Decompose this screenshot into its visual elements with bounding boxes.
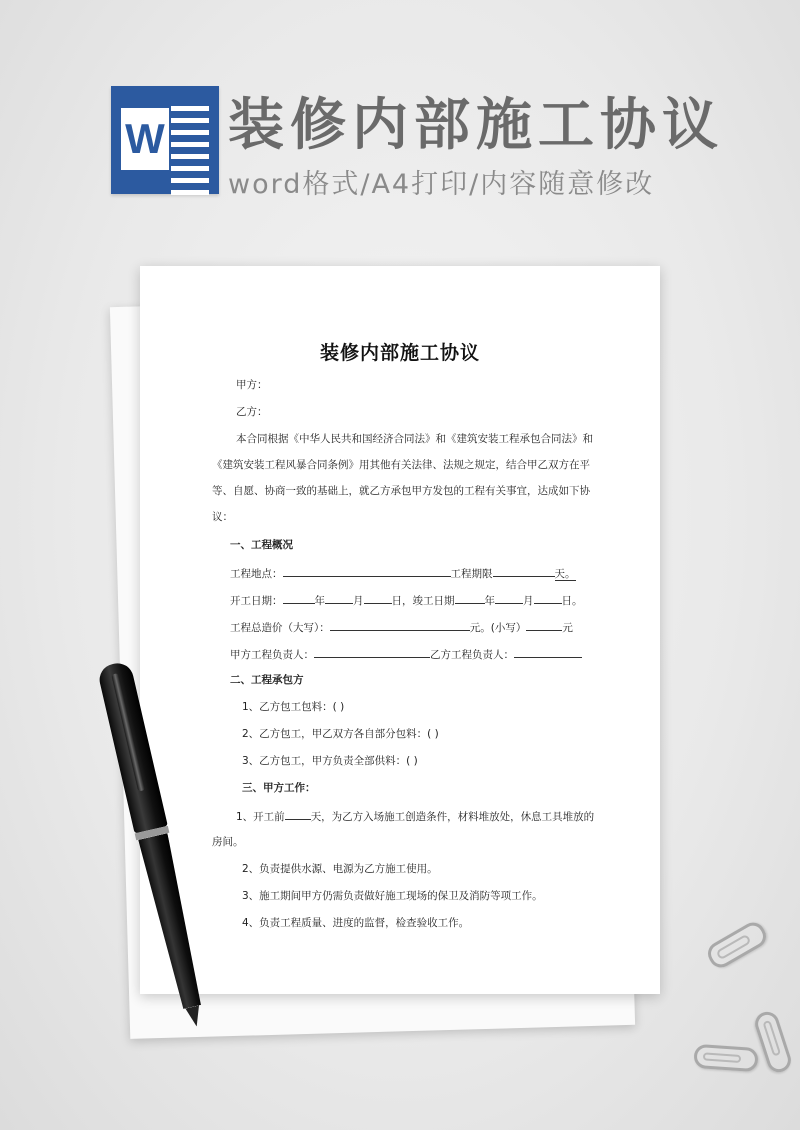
banner-title: 装修内部施工协议 (228, 93, 724, 158)
document-lines-icon (171, 106, 209, 202)
day-label-end: 日。 (561, 595, 583, 607)
section2-heading: 二、工程承包方 (230, 674, 304, 686)
section1-heading: 一、工程概况 (230, 539, 293, 551)
days-before-blank (285, 808, 311, 820)
section3-item-2: 2、负责提供水源、电源为乙方施工使用。 (242, 863, 438, 875)
period-blank (493, 565, 555, 577)
end-day-blank (534, 592, 562, 604)
period-unit: 天。 (554, 568, 576, 580)
managers-line (230, 646, 582, 662)
intro-line-2: 《建筑安装工程风暴合同条例》用其他有关法律、法规之规定，结合甲乙双方在平 (212, 459, 590, 471)
start-day-blank (364, 592, 392, 604)
word-logo-icon (111, 86, 219, 194)
start-date-label: 开工日期： (230, 595, 283, 607)
start-month-blank (325, 592, 353, 604)
cost-end-label: 元 (562, 622, 573, 634)
b-manager-blank (514, 646, 582, 658)
paperclip-icon (704, 918, 771, 972)
party-b-line: 乙方： (236, 406, 268, 418)
site-blank (283, 565, 451, 577)
paperclip-icon-3 (752, 1009, 794, 1075)
dates-line (230, 592, 583, 608)
banner-subtitle: word格式/A4打印/内容随意修改 (228, 169, 655, 200)
completion-date-label: 日，竣工日期 (391, 595, 455, 607)
intro-line-4: 议： (212, 511, 233, 523)
cost-line (230, 619, 573, 635)
section3-item-3: 3、施工期间甲方仍需负责做好施工现场的保卫及消防等项工作。 (242, 890, 543, 902)
site-line (230, 565, 576, 581)
site-label: 工程地点： (230, 568, 283, 580)
cost-capital-blank (330, 619, 470, 631)
a-manager-label: 甲方工程负责人： (230, 649, 314, 661)
cost-number-blank (526, 619, 562, 631)
section3-item-1 (236, 808, 594, 824)
document-title: 装修内部施工协议 (319, 342, 480, 364)
intro-line-3: 等、自愿、协商一致的基础上，就乙方承包甲方发包的工程有关事宜，达成如下协 (212, 485, 590, 497)
b-manager-label: 乙方工程负责人： (430, 649, 514, 661)
a-manager-blank (314, 646, 430, 658)
paperclip-icon-2 (693, 1044, 759, 1072)
word-letter: W (121, 108, 169, 170)
year-label-2: 年 (484, 595, 495, 607)
section3-heading: 三、甲方工作： (242, 782, 316, 794)
year-label: 年 (314, 595, 325, 607)
section2-item-2: 2、乙方包工，甲乙双方各自部分包料：( ) (242, 728, 439, 740)
cost-mid-label: 元。(小写） (469, 622, 527, 634)
start-year-blank (283, 592, 315, 604)
end-month-blank (495, 592, 523, 604)
section3-item-4: 4、负责工程质量、进度的监督，检查验收工作。 (242, 917, 470, 929)
section3-item-1-cont: 房间。 (212, 836, 244, 848)
month-label: 月 (353, 595, 364, 607)
section3-item-1-rest: 天，为乙方入场施工创造条件，材料堆放处，休息工具堆放的 (310, 811, 595, 823)
section3-item-1-start: 1、开工前 (236, 811, 285, 823)
period-label: 工程期限 (450, 568, 493, 580)
party-a-line: 甲方： (236, 379, 268, 391)
month-label-2: 月 (523, 595, 534, 607)
cost-label: 工程总造价（大写）： (230, 622, 330, 634)
end-year-blank (455, 592, 485, 604)
intro-line-1: 本合同根据《中华人民共和国经济合同法》和《建筑安装工程承包合同法》和 (236, 433, 593, 445)
section2-item-3: 3、乙方包工，甲方负责全部供料：( ) (242, 755, 418, 767)
section2-item-1: 1、乙方包工包料：( ) (242, 701, 345, 713)
document-page (140, 266, 660, 994)
